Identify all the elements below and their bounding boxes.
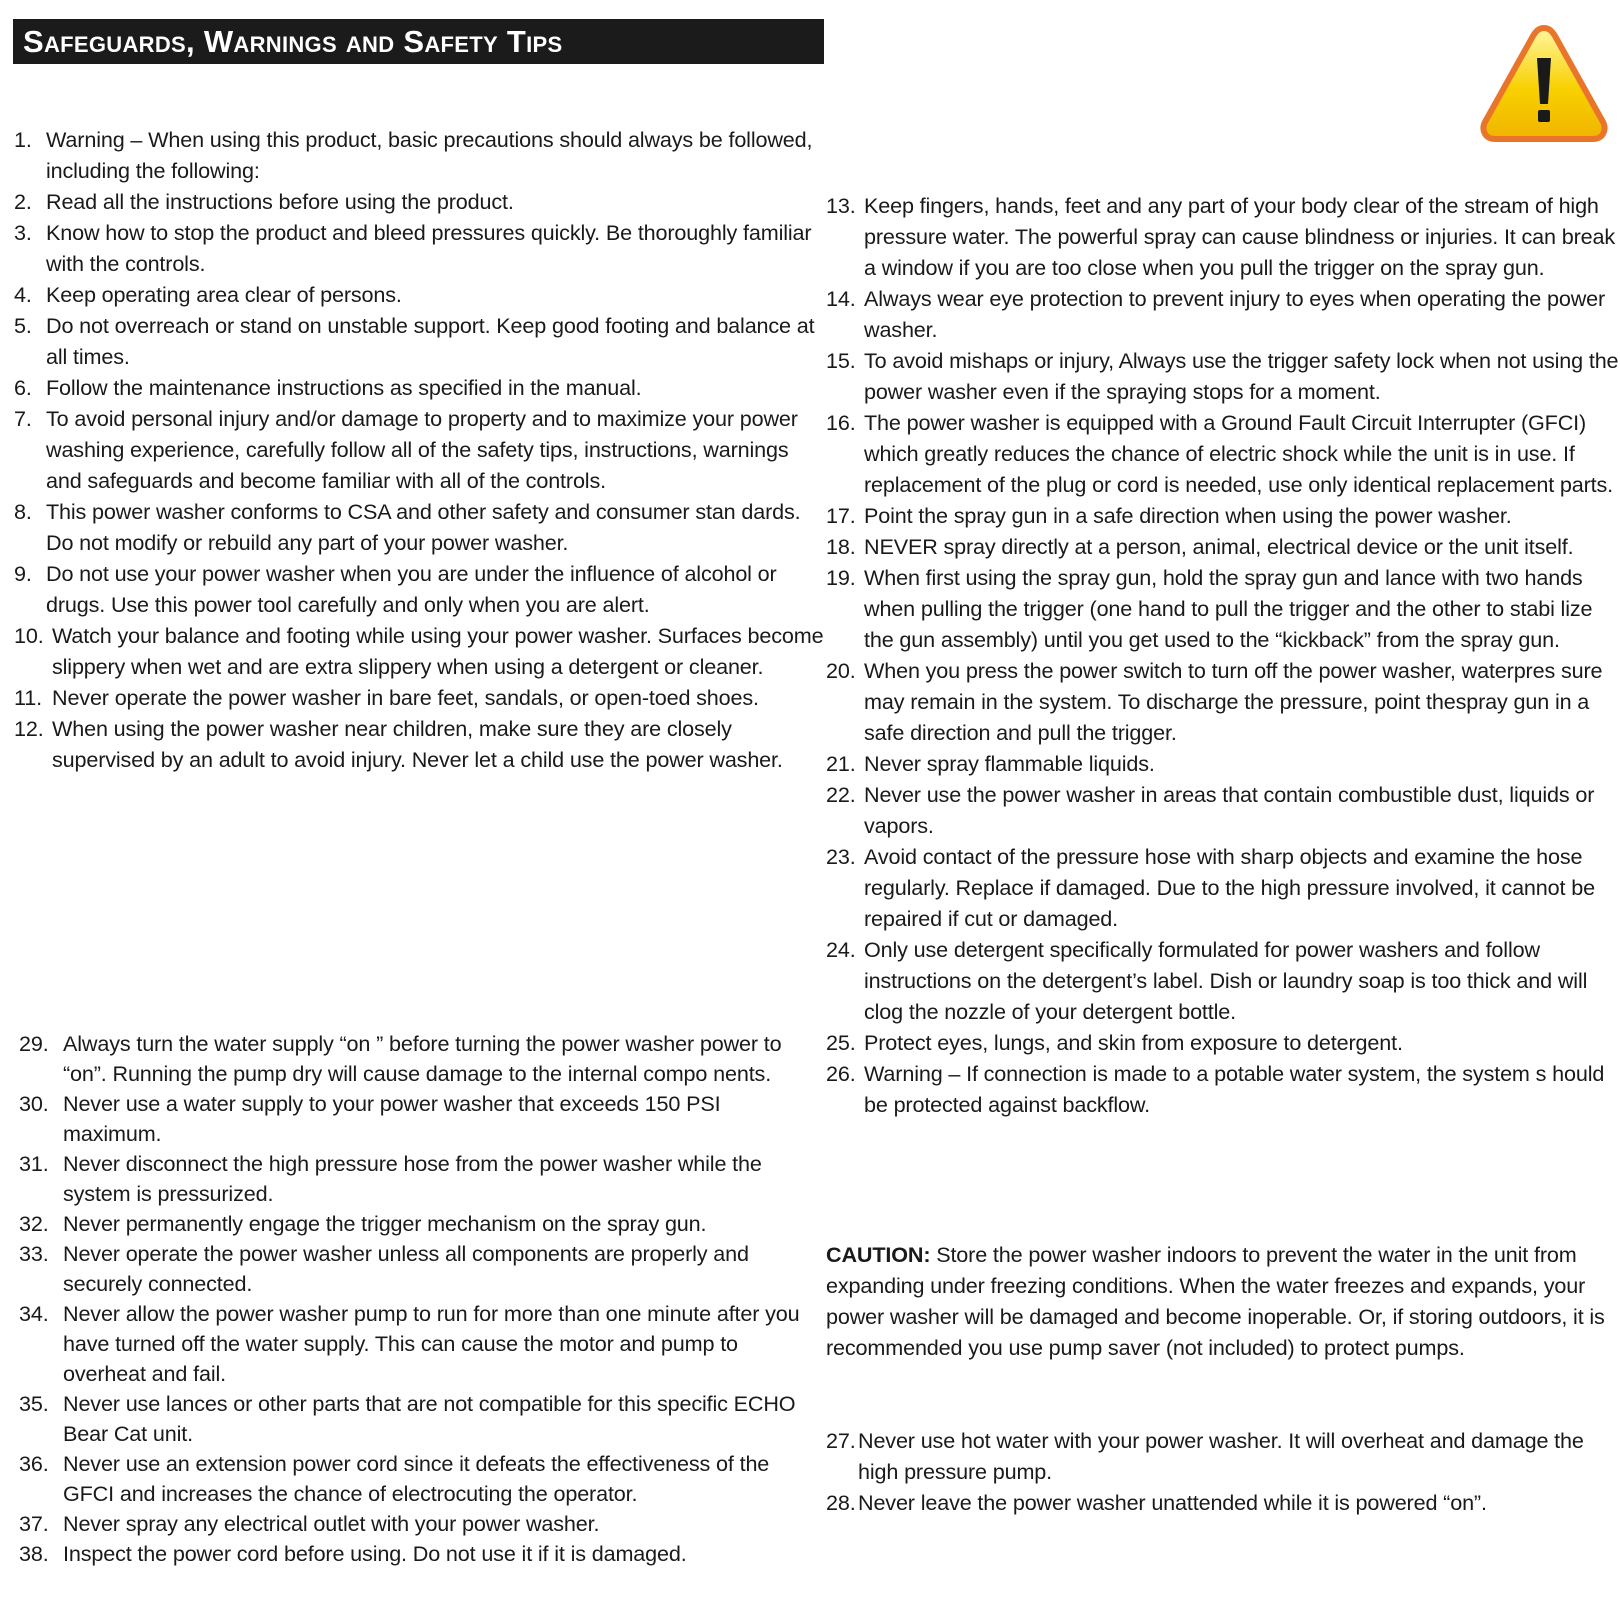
list-item <box>826 748 1620 779</box>
list-item <box>826 779 1620 841</box>
list-item-number: 16. <box>826 410 856 435</box>
list-item-text: Only use detergent specifically formulated for power washers and follow instructions on the detergent’s label. Dish or laundry soap is too thick and will clog the nozzle of your detergent bottle. <box>864 937 1588 1024</box>
list-item-number: 6. <box>14 375 32 400</box>
list-item <box>826 841 1620 934</box>
caution-note <box>826 1239 1616 1363</box>
list-item-text: Do not overreach or stand on unstable support. Keep good footing and balance at all times. <box>46 313 815 369</box>
list-item <box>14 279 829 310</box>
list-item <box>14 124 829 186</box>
list-item-text: Always wear eye protection to prevent injury to eyes when operating the power washer. <box>864 286 1606 342</box>
list-item-text: Never use the power washer in areas that contain combustible dust, liquids or vapors. <box>864 782 1595 838</box>
list-item-text: Never spray flammable liquids. <box>864 751 1155 776</box>
list-item <box>14 558 829 620</box>
list-item-text: Never use a water supply to your power washer that exceeds 150 PSI maximum. <box>63 1091 721 1146</box>
list-item <box>14 186 829 217</box>
list-item-text: Watch your balance and footing while using your power washer. Surfaces become slippery when wet and are extra slippery when using a detergent or cleaner. <box>52 623 824 679</box>
list-item-number: 19. <box>826 565 856 590</box>
list-item <box>19 1299 819 1389</box>
safety-list-left-bottom <box>19 1029 819 1569</box>
list-item-text: Know how to stop the product and bleed pressures quickly. Be thoroughly familiar with the controls. <box>46 220 812 276</box>
safety-list-left <box>14 124 829 775</box>
list-item-number: 26. <box>826 1061 856 1086</box>
list-item-number: 10. <box>14 623 44 648</box>
list-item-text: Follow the maintenance instructions as specified in the manual. <box>46 375 642 400</box>
list-item-text: The power washer is equipped with a Ground Fault Circuit Interrupter (GFCI) which greatly reduces the chance of electric shock while the unit is in use. If replacement of the plug or cord is needed, use only identical replacement parts. <box>864 410 1614 497</box>
list-item-number: 15. <box>826 348 856 373</box>
list-item-text: Avoid contact of the pressure hose with sharp objects and examine the hose regularly. Replace if damaged. Due to the high pressure involved, it cannot be repaired if cut or damaged. <box>864 844 1595 931</box>
list-item <box>826 283 1620 345</box>
list-item <box>826 1027 1620 1058</box>
list-item-text: Never leave the power washer unattended while it is powered “on”. <box>858 1490 1487 1515</box>
list-item-number: 30. <box>19 1091 49 1116</box>
section-title: Safeguards, Warnings and Safety Tips <box>23 24 563 59</box>
list-item-number: 38. <box>19 1541 49 1566</box>
list-item-number: 2. <box>14 189 32 214</box>
list-item <box>14 310 829 372</box>
warning-triangle-icon <box>1479 22 1609 147</box>
list-item-number: 29. <box>19 1031 49 1056</box>
list-item-number: 33. <box>19 1241 49 1266</box>
list-item-number: 23. <box>826 844 856 869</box>
list-item-number: 21. <box>826 751 856 776</box>
list-item <box>14 403 829 496</box>
list-item-number: 36. <box>19 1451 49 1476</box>
list-item <box>19 1449 819 1509</box>
list-item-text: To avoid personal injury and/or damage to property and to maximize your power washing experience, carefully follow all of the safety tips, instructions, warnings and safeguards and become familiar with all of the controls. <box>46 406 798 493</box>
list-item <box>826 190 1620 283</box>
list-item-text: Warning – When using this product, basic precautions should always be followed, including the following: <box>46 127 813 183</box>
list-item <box>19 1029 819 1089</box>
list-item-number: 20. <box>826 658 856 683</box>
list-item <box>19 1539 819 1569</box>
list-item-number: 24. <box>826 937 856 962</box>
safety-list-right <box>826 190 1620 1120</box>
list-item <box>19 1089 819 1149</box>
list-item <box>14 682 829 713</box>
list-item-number: 5. <box>14 313 32 338</box>
caution-text: Store the power washer indoors to prevent the water in the unit from expanding under freezing conditions. When the water freezes and expands, your power washer will be damaged and become inoperable. Or, if storing outdoors, it is recommended you use pump saver (not included) to protect pumps. <box>826 1242 1605 1360</box>
list-item <box>14 372 829 403</box>
list-item-text: This power washer conforms to CSA and other safety and consumer stan dards. Do not modify or rebuild any part of your power washer. <box>46 499 801 555</box>
list-item <box>826 1487 1620 1518</box>
list-item <box>19 1209 819 1239</box>
list-item-text: NEVER spray directly at a person, animal, electrical device or the unit itself. <box>864 534 1574 559</box>
list-item-number: 7. <box>14 406 32 431</box>
list-item-number: 18. <box>826 534 856 559</box>
list-item-number: 31. <box>19 1151 49 1176</box>
list-item <box>826 345 1620 407</box>
list-item-number: 14. <box>826 286 856 311</box>
list-item-number: 22. <box>826 782 856 807</box>
list-item <box>14 496 829 558</box>
list-item-number: 4. <box>14 282 32 307</box>
section-title-bar <box>13 19 824 64</box>
list-item-number: 8. <box>14 499 32 524</box>
caution-label: CAUTION: <box>826 1242 931 1267</box>
list-item-text: Never spray any electrical outlet with your power washer. <box>63 1511 600 1536</box>
list-item-number: 27. <box>826 1428 856 1453</box>
list-item-text: Never operate the power washer unless all components are properly and securely connected. <box>63 1241 749 1296</box>
list-item-text: Never operate the power washer in bare feet, sandals, or open-toed shoes. <box>52 685 759 710</box>
list-item <box>19 1509 819 1539</box>
list-item-number: 12. <box>14 716 44 741</box>
list-item-text: Warning – If connection is made to a potable water system, the system s hould be protected against backflow. <box>864 1061 1605 1117</box>
list-item-number: 37. <box>19 1511 49 1536</box>
list-item-number: 1. <box>14 127 32 152</box>
list-item-text: Always turn the water supply “on ” before turning the power washer power to “on”. Running the pump dry will cause damage to the internal compo nents. <box>63 1031 782 1086</box>
list-item-number: 35. <box>19 1391 49 1416</box>
list-item-number: 9. <box>14 561 32 586</box>
list-item <box>14 217 829 279</box>
list-item-number: 32. <box>19 1211 49 1236</box>
list-item <box>826 562 1620 655</box>
list-item-text: When you press the power switch to turn off the power washer, waterpres sure may remain in the system. To discharge the pressure, point thespray gun in a safe direction and pull the trigger. <box>864 658 1603 745</box>
list-item-number: 25. <box>826 1030 856 1055</box>
list-item-text: When using the power washer near children, make sure they are closely supervised by an adult to avoid injury. Never let a child use the power washer. <box>52 716 783 772</box>
list-item-text: Do not use your power washer when you are under the influence of alcohol or drugs. Use this power tool carefully and only when you are alert. <box>46 561 777 617</box>
list-item <box>826 934 1620 1027</box>
list-item-text: Keep operating area clear of persons. <box>46 282 402 307</box>
list-item-text: Keep fingers, hands, feet and any part of your body clear of the stream of high pressure water. The powerful spray can cause blindness or injuries. It can break a window if you are too close when you pull the trigger on the spray gun. <box>864 193 1615 280</box>
list-item-text: To avoid mishaps or injury, Always use the trigger safety lock when not using the power washer even if the spraying stops for a moment. <box>864 348 1619 404</box>
list-item <box>19 1389 819 1449</box>
list-item-text: When first using the spray gun, hold the spray gun and lance with two hands when pulling the trigger (one hand to pull the trigger and the other to stabi lize the gun assembly) until you get used to the “kickback” from the spray gun. <box>864 565 1593 652</box>
list-item-text: Never permanently engage the trigger mechanism on the spray gun. <box>63 1211 707 1236</box>
list-item <box>826 655 1620 748</box>
safety-list-right-bottom <box>826 1425 1620 1518</box>
list-item <box>19 1239 819 1299</box>
list-item-text: Never allow the power washer pump to run for more than one minute after you have turned off the water supply. This can cause the motor and pump to overheat and fail. <box>63 1301 800 1386</box>
list-item-number: 28. <box>826 1490 856 1515</box>
list-item-number: 17. <box>826 503 856 528</box>
list-item <box>826 407 1620 500</box>
list-item-number: 34. <box>19 1301 49 1326</box>
list-item-text: Protect eyes, lungs, and skin from exposure to detergent. <box>864 1030 1403 1055</box>
list-item <box>19 1149 819 1209</box>
list-item-text: Never disconnect the high pressure hose from the power washer while the system is pressurized. <box>63 1151 762 1206</box>
list-item-number: 3. <box>14 220 32 245</box>
list-item-text: Never use an extension power cord since it defeats the effectiveness of the GFCI and increases the chance of electrocuting the operator. <box>63 1451 770 1506</box>
list-item <box>826 531 1620 562</box>
list-item <box>826 1425 1620 1487</box>
list-item <box>14 713 829 775</box>
list-item-number: 13. <box>826 193 856 218</box>
list-item-text: Never use hot water with your power washer. It will overheat and damage the high pressure pump. <box>858 1428 1584 1484</box>
list-item-text: Inspect the power cord before using. Do not use it if it is damaged. <box>63 1541 687 1566</box>
list-item-text: Never use lances or other parts that are not compatible for this specific ECHO Bear Cat unit. <box>63 1391 796 1446</box>
list-item <box>826 500 1620 531</box>
list-item <box>14 620 829 682</box>
list-item-text: Read all the instructions before using the product. <box>46 189 514 214</box>
list-item-text: Point the spray gun in a safe direction when using the power washer. <box>864 503 1512 528</box>
list-item <box>826 1058 1620 1120</box>
list-item-number: 11. <box>14 685 42 710</box>
